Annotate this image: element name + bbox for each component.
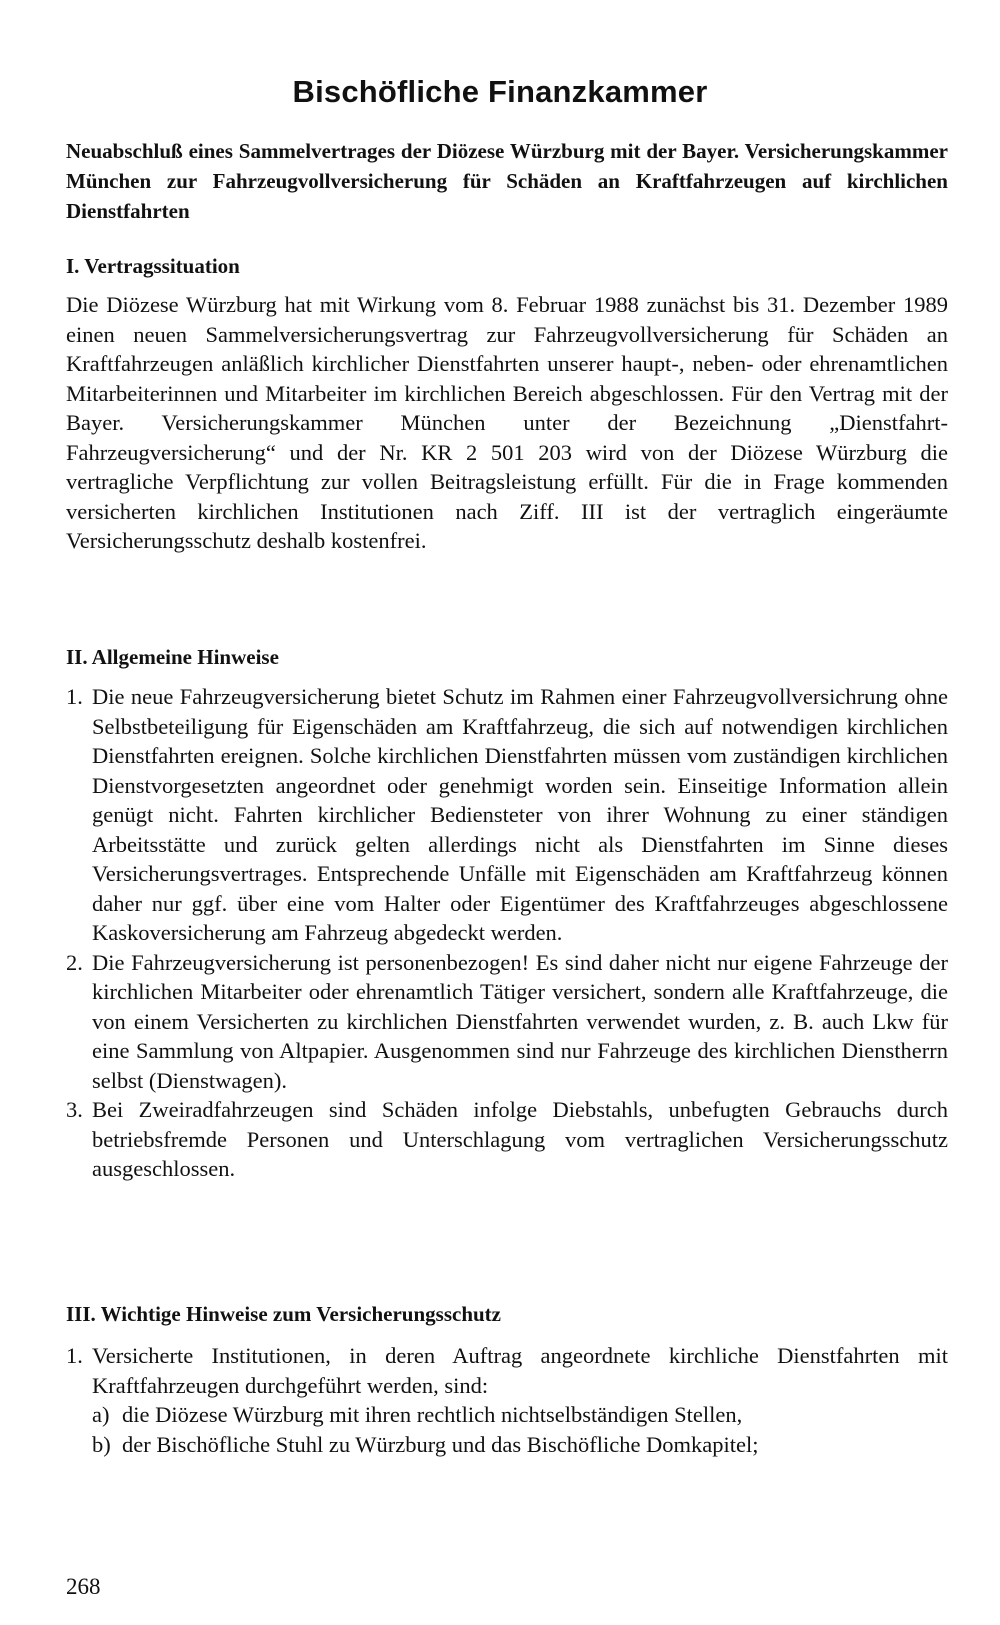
list-item-text: Die neue Fahrzeugversicherung bietet Schutz im Rahmen einer Fahrzeugvollversichrung ohne Selbstbeteiligung für Eigenschäden am Kraftfahrzeug, die sich auf notwendigen kirchlichen Dienstfahrten ereignen. Solche kirchlichen Dienstfahrten müssen vom zuständigen kirchlichen Dienstvorgesetzten angeordnet oder genehmigt worden sein. Einseitige Information allein genügt nicht. Fahrten kirchlicher Bediensteter von ihrer Wohnung zu einer ständigen Arbeitsstätte und zurück gelten allerdings nicht als Dienstfahrten im Sinne dieses Versicherungsvertrages. Entsprechende Unfälle mit Eigenschäden am Kraftfahrzeug können daher nur ggf. über eine vom Halter oder Eigentümer des Kraftfahrzeuges abgeschlossene Kaskoversicherung am Fahrzeug abgedeckt werden. xyxy=(92,684,948,945)
sublist-item xyxy=(92,1400,948,1430)
list-item-number: 3. xyxy=(66,1097,83,1122)
section-2-list xyxy=(66,682,948,1184)
list-item xyxy=(66,1341,948,1400)
section-3-heading: III. Wichtige Hinweise zum Versicherungsschutz xyxy=(66,1302,501,1326)
page-number: 268 xyxy=(66,1574,101,1599)
list-item-text: Versicherte Institutionen, in deren Auftrag angeordnete kirchliche Dienstfahrten mit Kraftfahrzeugen durchgeführt werden, sind: xyxy=(92,1343,948,1398)
sublist xyxy=(66,1400,948,1459)
list-item-number: 1. xyxy=(66,684,83,709)
sublist-item-letter: b) xyxy=(92,1431,111,1457)
list-item-number: 1. xyxy=(66,1343,83,1368)
page-title: Bischöfliche Finanzkammer xyxy=(292,74,708,109)
list-item-text: Bei Zweiradfahrzeugen sind Schäden infolge Diebstahls, unbefugten Gebrauchs durch betriebsfremde Personen und Unterschlagung vom vertraglichen Versicherungsschutz ausgeschlossen. xyxy=(92,1097,948,1181)
list-item xyxy=(66,1095,948,1184)
sublist-item-text: die Diözese Würzburg mit ihren rechtlich nichtselbständigen Stellen, xyxy=(122,1402,743,1427)
section-3-list xyxy=(66,1341,948,1459)
list-item-text: Die Fahrzeugversicherung ist personenbezogen! Es sind daher nicht nur eigene Fahrzeuge der kirchlichen Mitarbeiter oder ehrenamtlich Tätiger versichert, sondern alle Kraftfahrzeuge, die von einem Versicherten zu kirchlichen Dienstfahrten verwendet wurden, z. B. auch Lkw für eine Sammlung von Altpapier. Ausgenommen sind nur Fahrzeuge des kirchlichen Dienstherrn selbst (Dienstwagen). xyxy=(92,949,948,1093)
sublist-item-letter: a) xyxy=(92,1402,110,1427)
list-item xyxy=(66,948,948,1096)
list-item-number: 2. xyxy=(66,949,83,975)
section-1-heading: I. Vertragssituation xyxy=(66,254,240,278)
sublist-item-text: der Bischöfliche Stuhl zu Würzburg und das Bischöfliche Domkapitel; xyxy=(122,1431,759,1457)
section-1-paragraph: Die Diözese Würzburg hat mit Wirkung vom 8. Februar 1988 zunächst bis 31. Dezember 1989 einen neuen Sammelversicherungsvertrag zur Fahrzeugvollversicherung für Schäden an Kraftfahrzeugen anläßlich kirchlicher Dienstfahrten unserer haupt-, neben- oder ehrenamtlichen Mitarbeiterinnen und Mitarbeiter im kirchlichen Bereich abgeschlossen. Für den Vertrag mit der Bayer. Versicherungskammer München unter der Bezeichnung „Dienstfahrt-Fahrzeugversicherung“ und der Nr. KR 2 501 203 wird von der Diözese Würzburg die vertragliche Verpflichtung zur vollen Beitragsleistung erfüllt. Für die in Frage kommenden versicherten kirchlichen Institutionen nach Ziff. III ist der vertraglich eingeräumte Versicherungsschutz deshalb kostenfrei. xyxy=(66,292,948,553)
sublist-item xyxy=(92,1430,948,1460)
section-2-heading: II. Allgemeine Hinweise xyxy=(66,645,279,669)
announcement-subheading: Neuabschluß eines Sammelvertrages der Diözese Würzburg mit der Bayer. Versicherungskammer München zur Fahrzeugvollversicherung für Schäden an Kraftfahrzeugen auf kirchlichen Dienstfahrten xyxy=(66,139,948,223)
list-item xyxy=(66,682,948,948)
